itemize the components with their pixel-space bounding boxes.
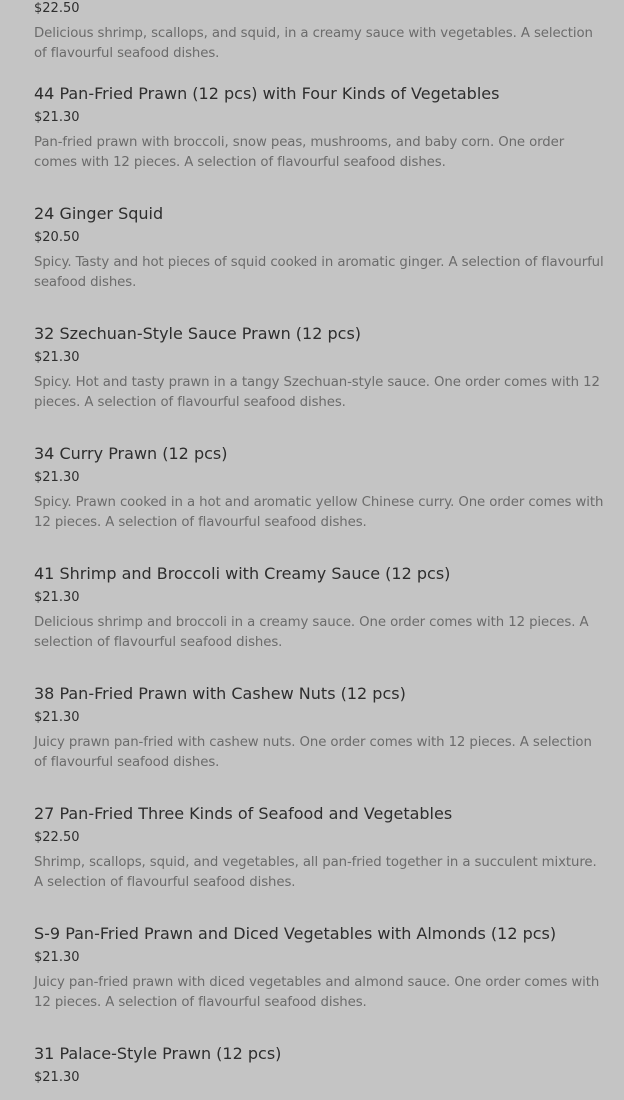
menu-item-name: 24 Ginger Squid	[34, 204, 164, 223]
menu-item-name: 38 Pan-Fried Prawn with Cashew Nuts (12 pcs)	[34, 684, 406, 703]
menu-item[interactable]	[34, 1044, 606, 1093]
menu-item-price: $21.30	[34, 1070, 80, 1085]
menu-item-price: $21.30	[34, 350, 80, 365]
menu-item-description: Shrimp, scallops, squid, and vegetables, all pan-fried together in a succulent mixture. A selection of flavourful seafood dishes.	[34, 855, 597, 890]
menu-item-name: 34 Curry Prawn (12 pcs)	[34, 444, 228, 463]
menu-item[interactable]	[34, 564, 606, 653]
menu-item-price: $22.50	[34, 1, 80, 16]
menu-item-price: $21.30	[34, 590, 80, 605]
menu-item-name: S-9 Pan-Fried Prawn and Diced Vegetables with Almonds (12 pcs)	[34, 924, 557, 943]
menu-item-price: $21.30	[34, 110, 80, 125]
menu-item-name: 32 Szechuan-Style Sauce Prawn (12 pcs)	[34, 324, 362, 343]
menu-item-description: Spicy. Hot and tasty prawn in a tangy Szechuan-style sauce. One order comes with 12 pieces. A selection of flavourful seafood dishes.	[34, 375, 600, 410]
menu-item-price: $21.30	[34, 710, 80, 725]
menu-item[interactable]	[34, 204, 606, 293]
menu-item-description: Spicy. Tasty and hot pieces of squid cooked in aromatic ginger. A selection of flavourful seafood dishes.	[34, 255, 604, 290]
menu-item-description: Pan-fried prawn with broccoli, snow peas, mushrooms, and baby corn. One order comes with 12 pieces. A selection of flavourful seafood dishes.	[34, 135, 565, 170]
menu-item[interactable]	[34, 84, 606, 173]
menu-item[interactable]	[34, 0, 606, 64]
menu-item-description: Spicy. Prawn cooked in a hot and aromatic yellow Chinese curry. One order comes with 12 pieces. A selection of flavourful seafood dishes.	[34, 495, 604, 530]
menu-item-description: Delicious shrimp and broccoli in a creamy sauce. One order comes with 12 pieces. A selection of flavourful seafood dishes.	[34, 615, 589, 650]
menu-item[interactable]	[34, 924, 606, 1013]
menu-item[interactable]	[34, 324, 606, 413]
menu-item[interactable]	[34, 444, 606, 533]
menu-item-name: 41 Shrimp and Broccoli with Creamy Sauce (12 pcs)	[34, 564, 451, 583]
menu-item-name: 44 Pan-Fried Prawn (12 pcs) with Four Kinds of Vegetables	[34, 84, 500, 103]
menu-item-name: 31 Palace-Style Prawn (12 pcs)	[34, 1044, 282, 1063]
menu-item[interactable]	[34, 684, 606, 773]
menu-item-price: $20.50	[34, 230, 80, 245]
menu-item-price: $22.50	[34, 830, 80, 845]
menu-item-description: Delicious shrimp, scallops, and squid, in a creamy sauce with vegetables. A selection of flavourful seafood dishes.	[34, 26, 593, 61]
menu-item-price: $21.30	[34, 470, 80, 485]
menu-item-price: $21.30	[34, 950, 80, 965]
menu-item[interactable]	[34, 804, 606, 893]
menu-item-description: Juicy prawn pan-fried with cashew nuts. One order comes with 12 pieces. A selection of flavourful seafood dishes.	[34, 735, 592, 770]
menu-item-name: 27 Pan-Fried Three Kinds of Seafood and Vegetables	[34, 804, 453, 823]
menu-item-description: Juicy pan-fried prawn with diced vegetables and almond sauce. One order comes with 12 pieces. A selection of flavourful seafood dishes.	[34, 975, 600, 1010]
